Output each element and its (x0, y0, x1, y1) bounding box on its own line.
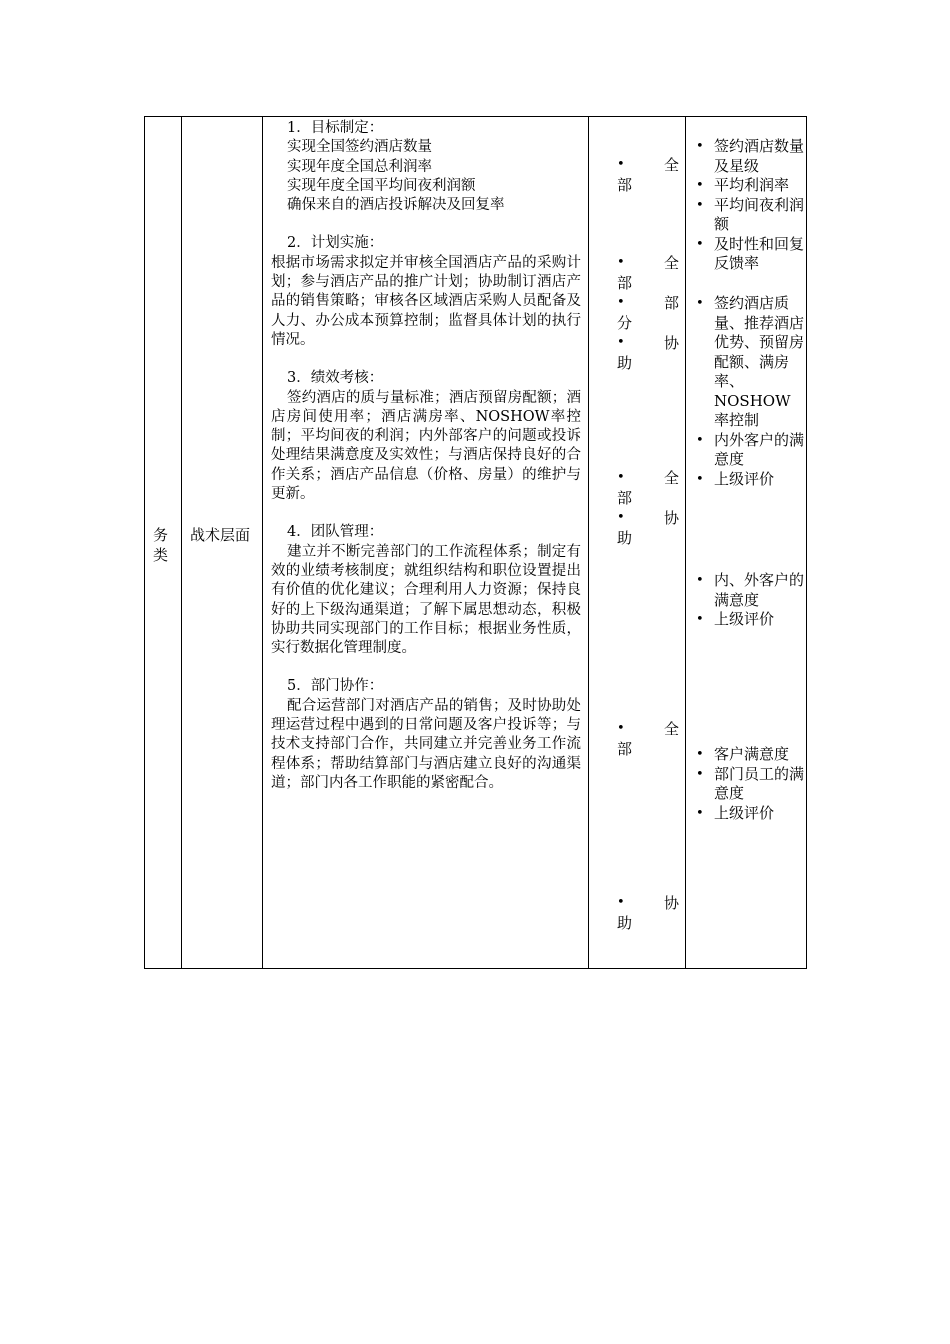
section-heading: 1．目标制定： (287, 120, 384, 136)
kpi-item (694, 196, 804, 235)
responsibility-group (617, 893, 679, 933)
resp-char: 部 (617, 274, 633, 292)
kpi-group (694, 745, 804, 823)
kpi-item (694, 765, 804, 804)
bullet-icon: • (696, 573, 704, 588)
duty-section (271, 677, 581, 793)
kpi-text: 部门员工的满意度 (714, 764, 805, 802)
kpi-item (694, 804, 804, 824)
duty-section (271, 523, 581, 658)
kpi-group (694, 137, 804, 274)
section-heading: 2．计划实施： (287, 235, 384, 252)
kpi-item (694, 610, 804, 630)
bullet-icon: • (696, 766, 704, 782)
kpi-item (694, 571, 804, 610)
bullet-icon: • (696, 747, 704, 762)
kpi-item (694, 745, 804, 765)
kpi-text: 上级评价 (714, 610, 775, 628)
kpi-item (694, 137, 804, 176)
responsibility-group (617, 468, 679, 548)
kpi-item (694, 431, 804, 470)
kpi-text: 平均利润率 (714, 176, 790, 194)
bullet-icon: • (617, 157, 625, 172)
resp-char: 部 (663, 294, 679, 312)
section-heading: 3．绩效考核： (287, 370, 384, 387)
bullet-icon: • (617, 510, 625, 525)
kpi-item (694, 176, 804, 196)
bullet-icon: • (617, 895, 625, 910)
section-text: 根据市场需求拟定并审核全国酒店产品的采购计划；参与酒店产品的推广计划；协助制订酒店产品的销售策略；审核各区域酒店采购人员配备及人力、办公成本预算控制；监督具体计划的执行情况。 (271, 254, 581, 348)
duty-section (271, 234, 581, 350)
bullet-icon: • (696, 139, 704, 154)
kpi-group (694, 571, 804, 630)
duties-cell (263, 117, 589, 968)
resp-char: 部 (617, 489, 633, 507)
responsibility-item (617, 155, 679, 195)
responsibility-item (617, 333, 679, 373)
bullet-icon: • (617, 255, 625, 270)
kpi-cell (686, 117, 806, 968)
bullet-icon: • (696, 178, 704, 193)
resp-char: 部 (617, 740, 633, 758)
kpi-text: 内、外客户的满意度 (714, 571, 805, 609)
responsibility-item (617, 719, 679, 759)
kpi-text: 上级评价 (714, 469, 775, 488)
duties-content (271, 119, 581, 812)
level-label: 战术层面 (190, 526, 251, 544)
responsibility-item (617, 893, 679, 933)
responsibility-item (617, 468, 679, 508)
responsibility-group (617, 253, 679, 373)
bullet-icon: • (617, 295, 625, 310)
duty-table (144, 116, 807, 969)
resp-char: 协 (663, 334, 679, 352)
goal-line: 实现全国签约酒店数量 (287, 139, 432, 156)
section-text: 签约酒店的质与量标准；酒店预留房配额；酒店房间使用率；酒店满房率、NOSHOW率控制；平均间夜的利润；内外部客户的问题或投诉处理结果满意度及实效性；与酒店保持良好的合作关系；酒店产品信息（价格、房量）的维护与更新。 (271, 389, 581, 503)
kpi-text: 及时性和回复反馈率 (714, 234, 805, 272)
resp-char: 全 (663, 254, 679, 272)
bullet-icon: • (617, 721, 625, 736)
responsibility-item (617, 253, 679, 293)
resp-char: 助 (617, 354, 633, 372)
kpi-text: 签约酒店数量及星级 (714, 137, 805, 175)
goal-line: 实现年度全国平均间夜利润额 (287, 177, 476, 194)
resp-char: 分 (617, 314, 633, 332)
bullet-icon: • (696, 296, 704, 311)
kpi-text: 签约酒店质量、推荐酒店优势、预留房配额、满房率、NOSHOW率控制 (714, 294, 805, 429)
resp-char: 助 (617, 529, 633, 547)
responsibility-group (617, 719, 679, 759)
resp-char: 部 (617, 176, 633, 194)
responsibility-group (617, 155, 679, 195)
bullet-icon: • (617, 335, 625, 350)
goal-line: 实现年度全国总利润率 (287, 158, 432, 175)
resp-char: 全 (663, 156, 679, 174)
kpi-text: 上级评价 (714, 803, 775, 822)
resp-char: 协 (663, 894, 679, 912)
resp-char: 协 (663, 509, 679, 527)
bullet-icon: • (617, 470, 625, 485)
kpi-item (694, 470, 804, 490)
kpi-text: 内外客户的满意度 (714, 430, 805, 468)
kpi-text: 平均间夜利润额 (714, 195, 805, 233)
kpi-text: 客户满意度 (714, 745, 790, 763)
category-cell (145, 117, 182, 968)
responsibility-item (617, 293, 679, 333)
goal-line: 确保来自的酒店投诉解决及回复率 (287, 197, 505, 214)
section-heading: 5．部门协作： (287, 678, 384, 695)
kpi-group (694, 294, 804, 489)
bullet-icon: • (696, 236, 704, 252)
responsibility-item (617, 508, 679, 548)
section-text: 建立并不断完善部门的工作流程体系；制定有效的业绩考核制度；就组织结构和职位设置提出有价值的优化建议；合理利用人力资源；保持良好的上下级沟通渠道；了解下属思想动态，积极协助共同实现部门的工作目标；根据业务性质，实行数据化管理制度。 (271, 543, 581, 657)
section-heading: 4．团队管理： (287, 524, 384, 541)
category-label: 务类 (153, 526, 169, 564)
bullet-icon: • (696, 471, 704, 487)
bullet-icon: • (696, 612, 704, 627)
bullet-icon: • (696, 197, 704, 213)
duty-section (271, 369, 581, 504)
resp-char: 助 (617, 914, 633, 932)
kpi-item (694, 235, 804, 274)
resp-char: 全 (663, 720, 679, 738)
resp-char: 全 (663, 469, 679, 487)
level-cell (182, 117, 263, 968)
section-text: 配合运营部门对酒店产品的销售；及时协助处理运营过程中遇到的日常问题及客户投诉等；与技术支持部门合作，共同建立并完善业务工作流程体系；帮助结算部门与酒店建立良好的沟通渠道；部门内各工作职能的紧密配合。 (271, 697, 581, 791)
bullet-icon: • (696, 805, 704, 821)
bullet-icon: • (696, 432, 704, 448)
kpi-item (694, 294, 804, 431)
duty-section (271, 119, 581, 215)
responsibility-cell (589, 117, 686, 968)
